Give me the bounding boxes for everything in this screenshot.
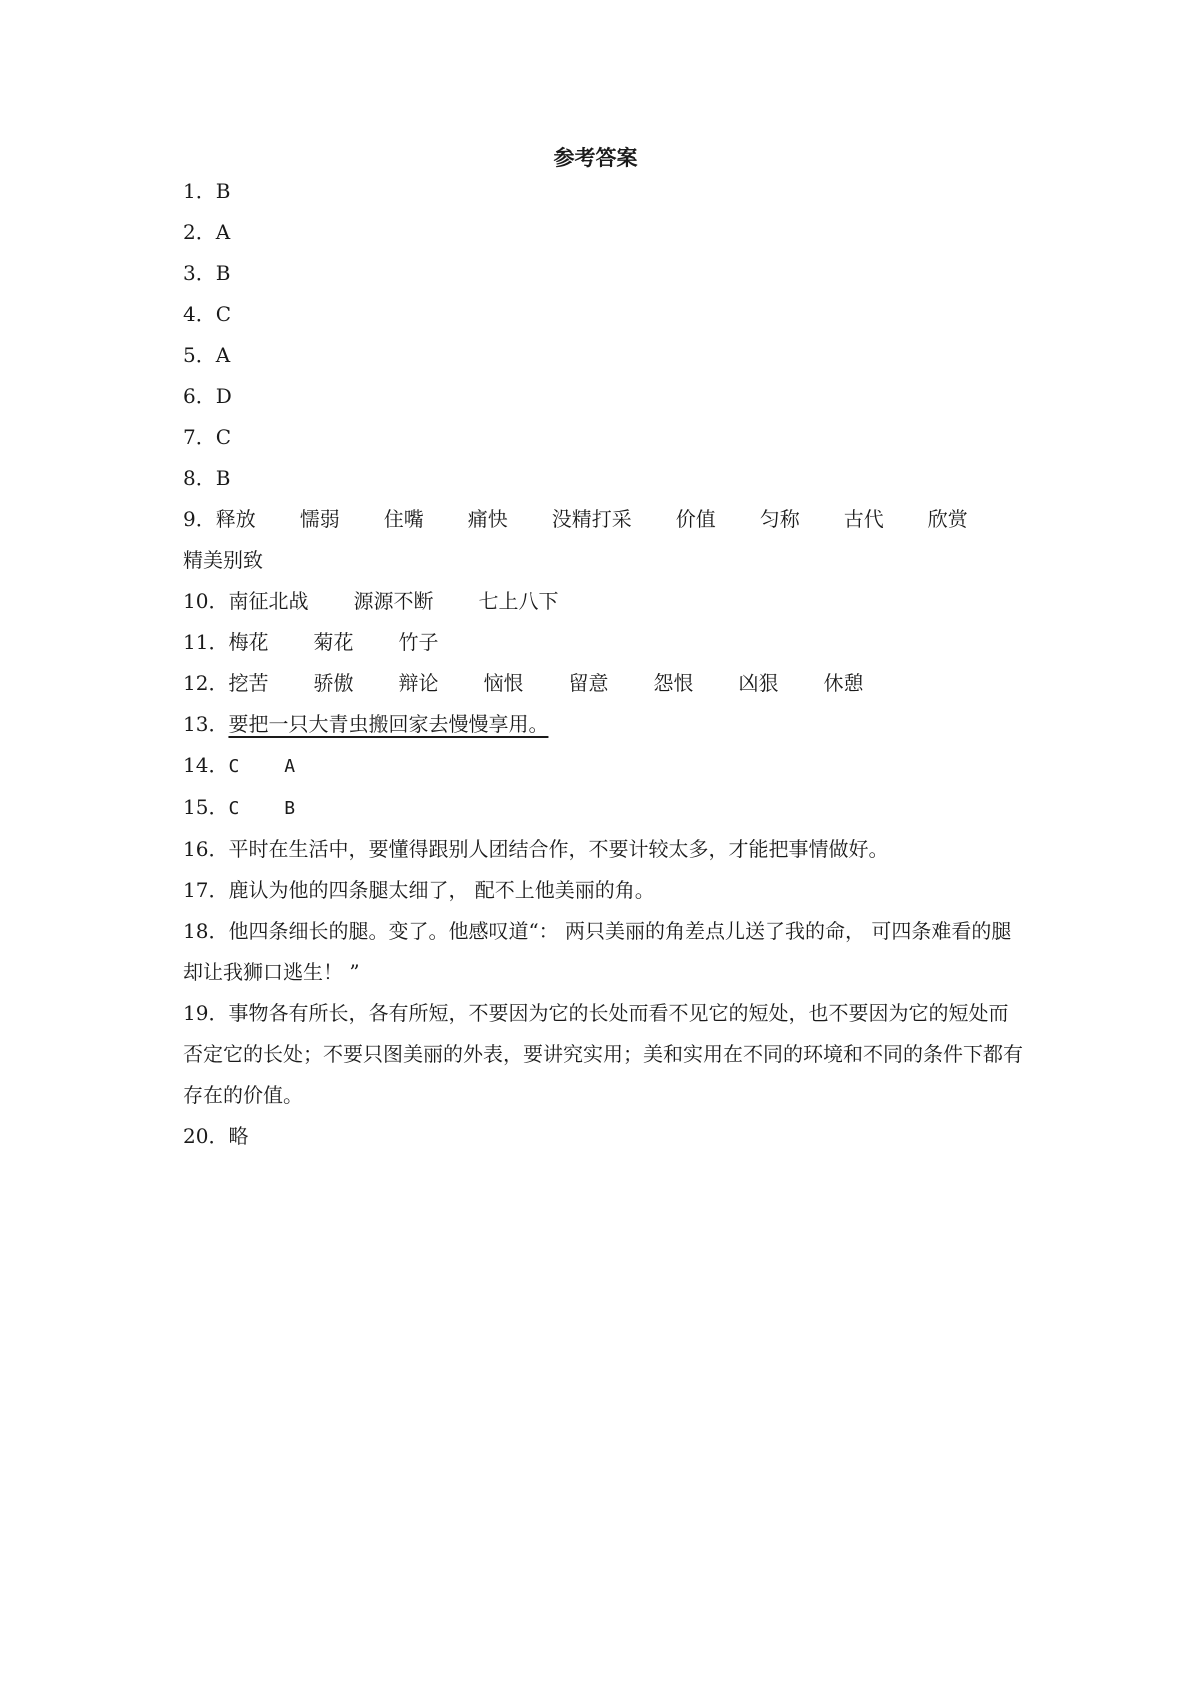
answer-word: 懦弱	[299, 507, 340, 531]
answer-number: 15．	[183, 795, 229, 819]
answer-item-7	[183, 417, 1025, 458]
answer-word: C	[228, 798, 240, 819]
answer-word: 价值	[675, 507, 716, 531]
answer-item-19	[183, 993, 1025, 1116]
answer-number: 13．	[183, 712, 229, 736]
answer-item-14	[183, 745, 1025, 787]
answer-text: C	[215, 425, 232, 449]
answer-number: 6．	[183, 384, 216, 408]
answer-text: B	[215, 179, 231, 203]
answer-item-2	[183, 212, 1025, 253]
answer-item-8	[183, 458, 1025, 499]
answer-word: 匀称	[759, 507, 800, 531]
answer-text: 事物各有所长，各有所短，不要因为它的长处而看不见它的短处，也不要因为它的短处而否定它的长处；不要只图美丽的外表，要讲究实用；美和实用在不同的环境和不同的条件下都有存在的价值。	[183, 1001, 1023, 1107]
answer-number: 14．	[183, 753, 229, 777]
page-title: 参考答案	[553, 145, 638, 170]
answer-text: 平时在生活中，要懂得跟别人团结合作，不要计较太多，才能把事情做好。	[228, 837, 889, 861]
answer-word: 精美别致	[183, 548, 263, 572]
answer-word: 留意	[568, 671, 609, 695]
answer-word: 没精打采	[551, 507, 632, 531]
answer-word: 凶狠	[738, 671, 779, 695]
answer-item-16	[183, 829, 1025, 870]
answer-item-13	[183, 704, 1025, 745]
answer-word: 痛快	[467, 507, 508, 531]
answer-word: 怨恨	[653, 671, 694, 695]
answer-number: 18．	[183, 919, 229, 943]
answer-word: 菊花	[313, 630, 354, 654]
answer-number: 4．	[183, 302, 216, 326]
answer-number: 3．	[183, 261, 216, 285]
answer-text: 略	[228, 1124, 249, 1148]
answer-text: A	[215, 220, 231, 244]
answer-text: A	[215, 343, 231, 367]
answer-item-5	[183, 335, 1025, 376]
answer-word: 辩论	[398, 671, 439, 695]
answer-number: 9．	[183, 507, 216, 531]
answer-list	[183, 171, 1025, 1157]
answer-number: 5．	[183, 343, 216, 367]
answer-text: 鹿认为他的四条腿太细了， 配不上他美丽的角。	[228, 878, 655, 902]
answer-number: 10．	[183, 589, 229, 613]
answer-word: 七上八下	[478, 589, 559, 613]
answer-item-10	[183, 581, 1025, 622]
answer-item-4	[183, 294, 1025, 335]
answer-word: B	[284, 798, 296, 819]
answer-number: 16．	[183, 837, 229, 861]
answer-word: 住嘴	[383, 507, 424, 531]
answer-number: 7．	[183, 425, 216, 449]
answer-word: 挖苦	[228, 671, 269, 695]
answer-word: 竹子	[398, 630, 439, 654]
answer-item-12	[183, 663, 1025, 704]
answer-number: 12．	[183, 671, 229, 695]
answer-item-1	[183, 171, 1025, 212]
answer-item-15	[183, 787, 1025, 829]
answer-word: C	[228, 756, 240, 777]
answer-word: 源源不断	[353, 589, 434, 613]
answer-word: 休憩	[823, 671, 864, 695]
answer-number: 2．	[183, 220, 216, 244]
answer-underlined-sentence: 要把一只大青虫搬回家去慢慢享用。	[228, 712, 549, 736]
answer-text: B	[215, 466, 231, 490]
answer-item-18	[183, 911, 1025, 993]
answer-item-3	[183, 253, 1025, 294]
answer-number: 20．	[183, 1124, 229, 1148]
answer-word: 欣赏	[927, 507, 968, 531]
answer-item-17	[183, 870, 1025, 911]
answer-text: C	[215, 302, 232, 326]
answer-item-11	[183, 622, 1025, 663]
answer-number: 8．	[183, 466, 216, 490]
answer-word: 恼恨	[483, 671, 524, 695]
answer-text: 他四条细长的腿。变了。他感叹道“： 两只美丽的角差点儿送了我的命， 可四条难看的腿却让我狮口逃生！ ”	[183, 919, 1012, 984]
answer-number: 1．	[183, 179, 216, 203]
answer-number: 17．	[183, 878, 229, 902]
answer-text: B	[215, 261, 231, 285]
answer-word: 释放	[215, 507, 256, 531]
answer-word: 骄傲	[313, 671, 354, 695]
answer-item-9	[183, 499, 1025, 581]
answer-item-6	[183, 376, 1025, 417]
answer-word: A	[284, 756, 296, 777]
answer-item-20	[183, 1116, 1025, 1157]
answer-word: 古代	[843, 507, 884, 531]
answer-word: 梅花	[228, 630, 269, 654]
answer-word: 南征北战	[228, 589, 309, 613]
answer-number: 11．	[183, 630, 229, 654]
answer-number: 19．	[183, 1001, 229, 1025]
answer-text: D	[215, 384, 232, 408]
